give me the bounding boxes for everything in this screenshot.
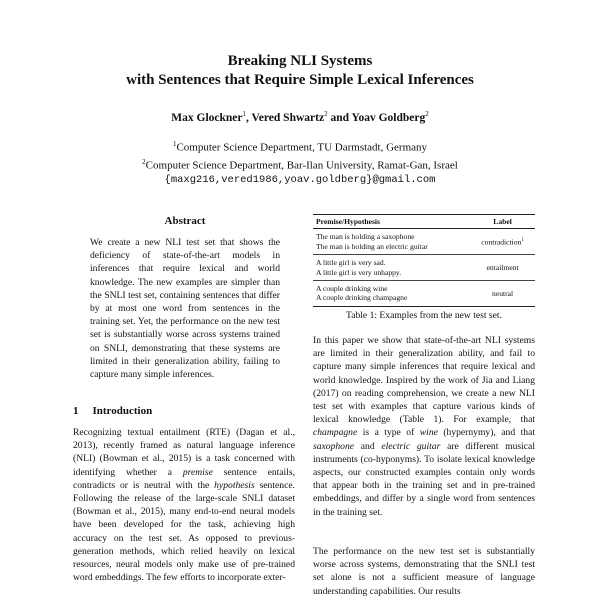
section-number: 1 xyxy=(73,405,79,417)
author-affil-mark: 2 xyxy=(425,110,429,118)
intro-emphasis: premise xyxy=(182,466,213,478)
body-emphasis: wine xyxy=(419,427,438,439)
author-affil-mark: 2 xyxy=(324,110,328,118)
premise-text: The man is holding a saxophone xyxy=(316,232,415,242)
hypothesis-text: A little girl is very unhappy. xyxy=(316,267,402,277)
body-emphasis: electric guitar xyxy=(381,440,441,452)
table-row xyxy=(313,281,535,307)
body-text: and xyxy=(354,440,382,452)
abstract-heading: Abstract xyxy=(164,215,206,227)
title-line-1: Breaking NLI Systems xyxy=(227,53,373,69)
affil-text: Computer Science Department, TU Darmstadt, Germany xyxy=(176,141,428,154)
author-separator: and xyxy=(327,111,352,124)
premise-text: A little girl is very sad. xyxy=(316,258,386,268)
table-header-premise: Premise/Hypothesis xyxy=(313,215,470,229)
intro-emphasis: hypothesis xyxy=(214,479,255,491)
affil-mark: 2 xyxy=(142,158,146,167)
footnote-mark: 1 xyxy=(521,238,524,244)
table-cell-label xyxy=(470,281,535,307)
body-text: is a type of xyxy=(357,427,420,439)
table-cell-pair xyxy=(313,255,470,281)
table-cell-pair xyxy=(313,229,470,255)
affiliation-line xyxy=(60,155,540,173)
body-text: In this paper we show that state-of-the-art NLI systems are limited in their generalization ability, and fail to capture many simple inferences that require lexical and world knowledge. Inspired by the work of Jia and Liang (2017) on reading comprehension, we create a new NLI test set with examples that capture various kinds of lexical knowledge (Table 1). For example, that xyxy=(313,335,535,426)
body-text: (hypernymy), and that xyxy=(437,427,535,439)
intro-text: sentence. Following the release of the large-scale SNLI dataset (Bowman et al., 2015), many end-to-end neural models have been developed for the task, achieving high accuracy on the test set. As opposed to previous-generation methods, which relied heavily on lexical resources, neural models only make use of pre-trained word embeddings. The few efforts to incorporate exter- xyxy=(73,479,295,584)
hypothesis-text: A couple drinking champagne xyxy=(316,293,408,303)
author-affil-mark: 1 xyxy=(242,110,246,118)
table-row xyxy=(313,255,535,281)
table-cell-pair xyxy=(313,281,470,307)
label-text: neutral xyxy=(492,288,514,298)
intro-text: sentence entails, contradicts or is neutral with the xyxy=(73,466,296,491)
abstract-text: We create a new NLI test set that shows the deficiency of state-of-the-art models in inferences that require lexical and world knowledge. The new examples are simpler than the SNLI test set, containing sentences that differ by at most one word from sentences in the training set. Yet, the performance on the new test set is substantially worse across systems trained on SNLI, demonstrating that these systems are limited in their generalization ability, failing to capture many simple inferences. xyxy=(90,237,280,381)
affiliations xyxy=(60,137,540,188)
table-row xyxy=(313,229,535,255)
right-paragraph-1 xyxy=(313,334,535,519)
section-title: Introduction xyxy=(92,405,153,417)
label-text: contradiction xyxy=(481,237,522,247)
premise-text: A couple drinking wine xyxy=(316,284,388,294)
table-caption: Table 1: Examples from the new test set. xyxy=(346,310,502,321)
label-text: entailment xyxy=(486,262,519,272)
author-email: {maxg216,vered1986,yoav.goldberg}@gmail.com xyxy=(164,174,436,187)
title-line-2: with Sentences that Require Simple Lexical Inferences xyxy=(126,72,474,88)
table-cell-label xyxy=(470,255,535,281)
author-separator: , xyxy=(246,111,252,124)
right-paragraph-2: The performance on the new test set is substantially worse across systems, demonstrating that the SNLI test set alone is not a sufficient measure of language understanding capabilities. Our results xyxy=(313,546,535,597)
affil-text: Computer Science Department, Bar-Ilan University, Ramat-Gan, Israel xyxy=(145,159,458,172)
author-name: Vered Shwartz xyxy=(251,111,325,124)
author-name: Max Glockner xyxy=(171,111,243,124)
table-cell-label xyxy=(470,229,535,255)
hypothesis-text: The man is holding an electric guitar xyxy=(316,241,428,251)
examples-table xyxy=(313,214,535,307)
intro-paragraph xyxy=(73,426,295,584)
author-name: Yoav Goldberg xyxy=(351,111,426,124)
affil-mark: 1 xyxy=(172,140,177,148)
affiliation-line xyxy=(60,137,540,155)
intro-text: Recognizing textual entailment (RTE) (Dagan et al., 2013), recently framed as natural language inference (NLI) (Bowman et al., 2015) is a task concerned with identifying whether a xyxy=(73,427,295,478)
author-list xyxy=(60,110,540,124)
table-header-row xyxy=(313,215,535,229)
body-text: are different musical instruments (co-hyponyms). To isolate lexical knowledge aspects, our constructed examples contain only words that appear both in the training set and in pre-trained embeddings, and differ by a single word from sentences in the training set. xyxy=(313,440,535,518)
intro-heading xyxy=(73,405,166,417)
paper-title xyxy=(60,52,540,90)
table-header-label: Label xyxy=(470,215,535,229)
body-emphasis: champagne xyxy=(313,427,358,439)
body-emphasis: saxophone xyxy=(313,440,355,452)
